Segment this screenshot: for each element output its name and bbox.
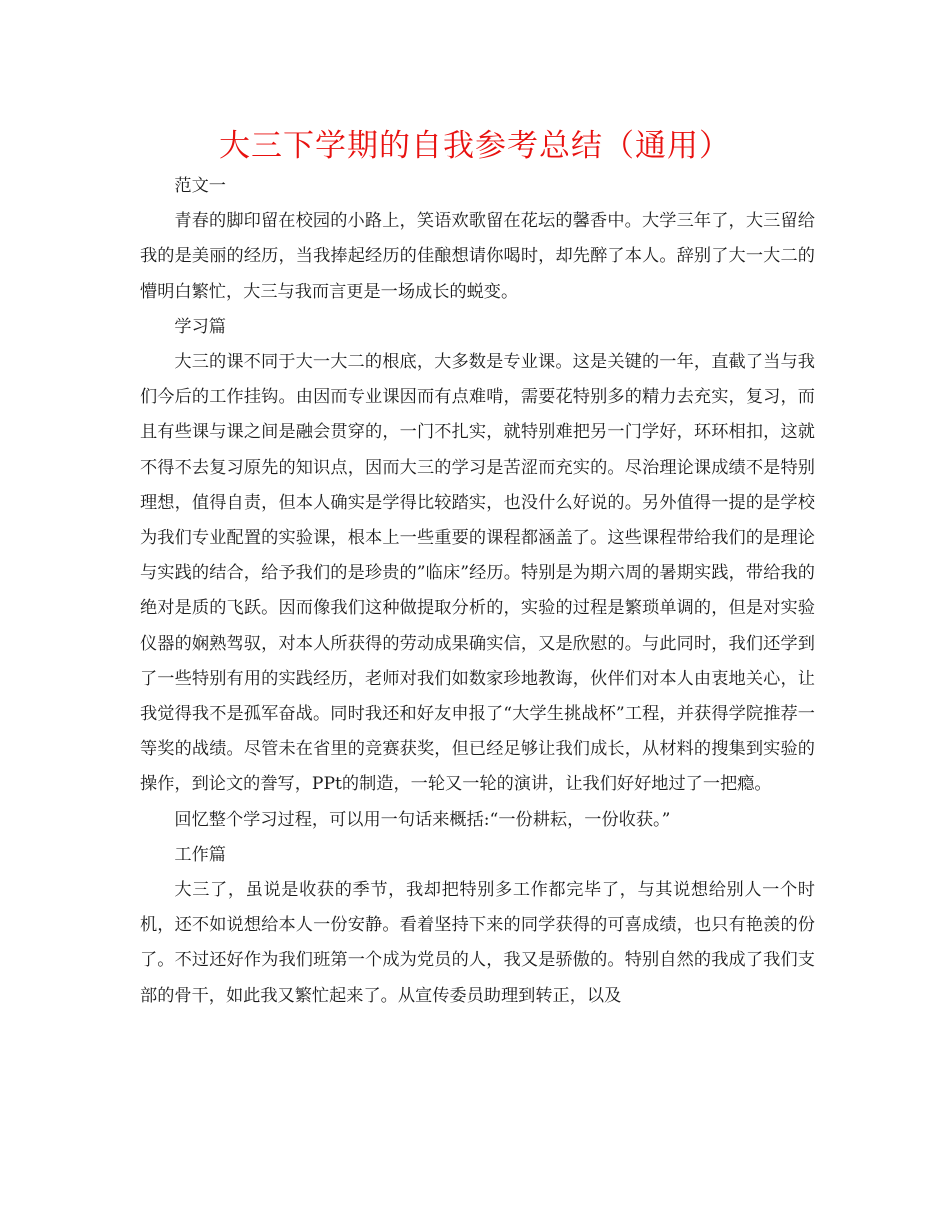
paragraph-study-summary: 回忆整个学习过程，可以用一句话来概括:“一份耕耘，一份收获。” bbox=[174, 809, 671, 830]
paragraph-section-label: 范文一 bbox=[174, 176, 226, 196]
document-title: 大三下学期的自我参考总结（通用） bbox=[219, 128, 731, 164]
paragraph-study-heading: 学习篇 bbox=[174, 316, 226, 337]
document-body bbox=[140, 169, 815, 1014]
paragraph-study: 大三的课不同于大一大二的根底，大多数是专业课。这是关键的一年，直截了当与我们今后的工作挂钩。由因而专业课因而有点难啃，需要花特别多的精力去充实，复习，而且有些课与课之间是融会贯穿的，一门不扎实，就特别难把另一门学好，环环相扣，这就不得不去复习原先的知识点，因而大三的学习是苦涩而充实的。尽治理论课成绩不是特别理想，值得自责，但本人确实是学得比较踏实，也没什么好说的。另外值得一提的是学校为我们专业配置的实验课，根本上一些重要的课程都涵盖了。这些课程带给我们的是理论与实践的结合，给予我们的是珍贵的”临床”经历。特别是为期六周的暑期实践，带给我的绝对是质的飞跃。因而像我们这种做提取分析的，实验的过程是繁琐单调的，但是对实验仪器的娴熟驾驭，对本人所获得的劳动成果确实信，又是欣慰的。与此同时，我们还学到了一些特别有用的实践经历，老师对我们如数家珍地教诲，伙伴们对本人由衷地关心，让我觉得我不是孤军奋战。同时我还和好友申报了“大学生挑战杯”工程，并获得学院推荐一等奖的战绩。尽管未在省里的竞赛获奖，但已经足够让我们成长，从材料的搜集到实验的操作，到论文的誊写，PPt的制造，一轮又一轮的演讲，让我们好好地过了一把瘾。 bbox=[140, 352, 815, 795]
paragraph-intro: 青春的脚印留在校园的小路上，笑语欢歌留在花坛的馨香中。大学三年了，大三留给我的是美丽的经历，当我捧起经历的佳酿想请你喝时，却先醉了本人。辞别了大一大二的懵明白繁忙，大三与我而言更是一场成长的蜕变。 bbox=[140, 211, 815, 302]
paragraph-work: 大三了，虽说是收获的季节，我却把特别多工作都完毕了，与其说想给别人一个时机，还不如说想给本人一份安静。看着坚持下来的同学获得的可喜成绩，也只有艳羡的份了。不过还好作为我们班第一个成为党员的人，我又是骄傲的。特别自然的我成了我们支部的骨干，如此我又繁忙起来了。从宣传委员助理到转正，以及 bbox=[140, 880, 815, 1006]
paragraph-work-heading: 工作篇 bbox=[174, 844, 226, 865]
